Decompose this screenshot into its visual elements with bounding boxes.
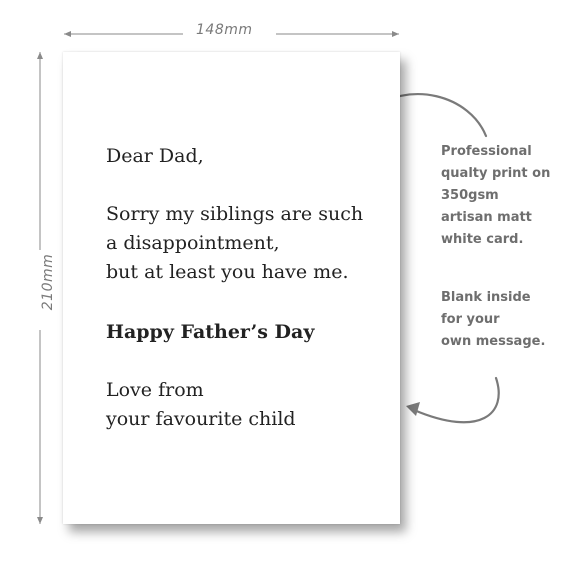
print-quality-note [441,141,550,251]
card-message-line: but at least you have me. [106,261,349,283]
greeting-card [63,52,400,524]
card-signoff-line: Love from [106,379,204,401]
card-message-line: Sorry my siblings are such [106,203,364,225]
print-note-line: 350gsm [441,188,499,203]
inside-note-arrowhead-icon [406,402,420,416]
height-top-arrowhead-icon [37,52,43,59]
card-greeting: Dear Dad, [106,145,204,167]
print-note-line: artisan matt [441,210,532,225]
card-message-line: a disappointment, [106,232,280,254]
card-message [106,200,363,287]
inside-note-line: Blank inside [441,290,531,305]
width-left-arrowhead-icon [64,31,71,37]
print-note-line: white card. [441,232,524,247]
blank-inside-note [441,287,545,353]
card-signoff [106,376,296,434]
print-note-line: qualty print on [441,166,551,181]
print-note-line: Professional [441,144,532,159]
inside-note-line: for your [441,312,500,327]
height-bottom-arrowhead-icon [37,517,43,524]
inside-note-arrow-icon [414,378,499,422]
width-right-arrowhead-icon [392,31,399,37]
card-signoff-line: your favourite child [106,408,296,430]
card-headline: Happy Father’s Day [106,321,315,343]
height-dimension-label: 210mm [40,253,56,311]
width-dimension-label: 148mm [196,22,253,38]
inside-note-line: own message. [441,334,546,349]
